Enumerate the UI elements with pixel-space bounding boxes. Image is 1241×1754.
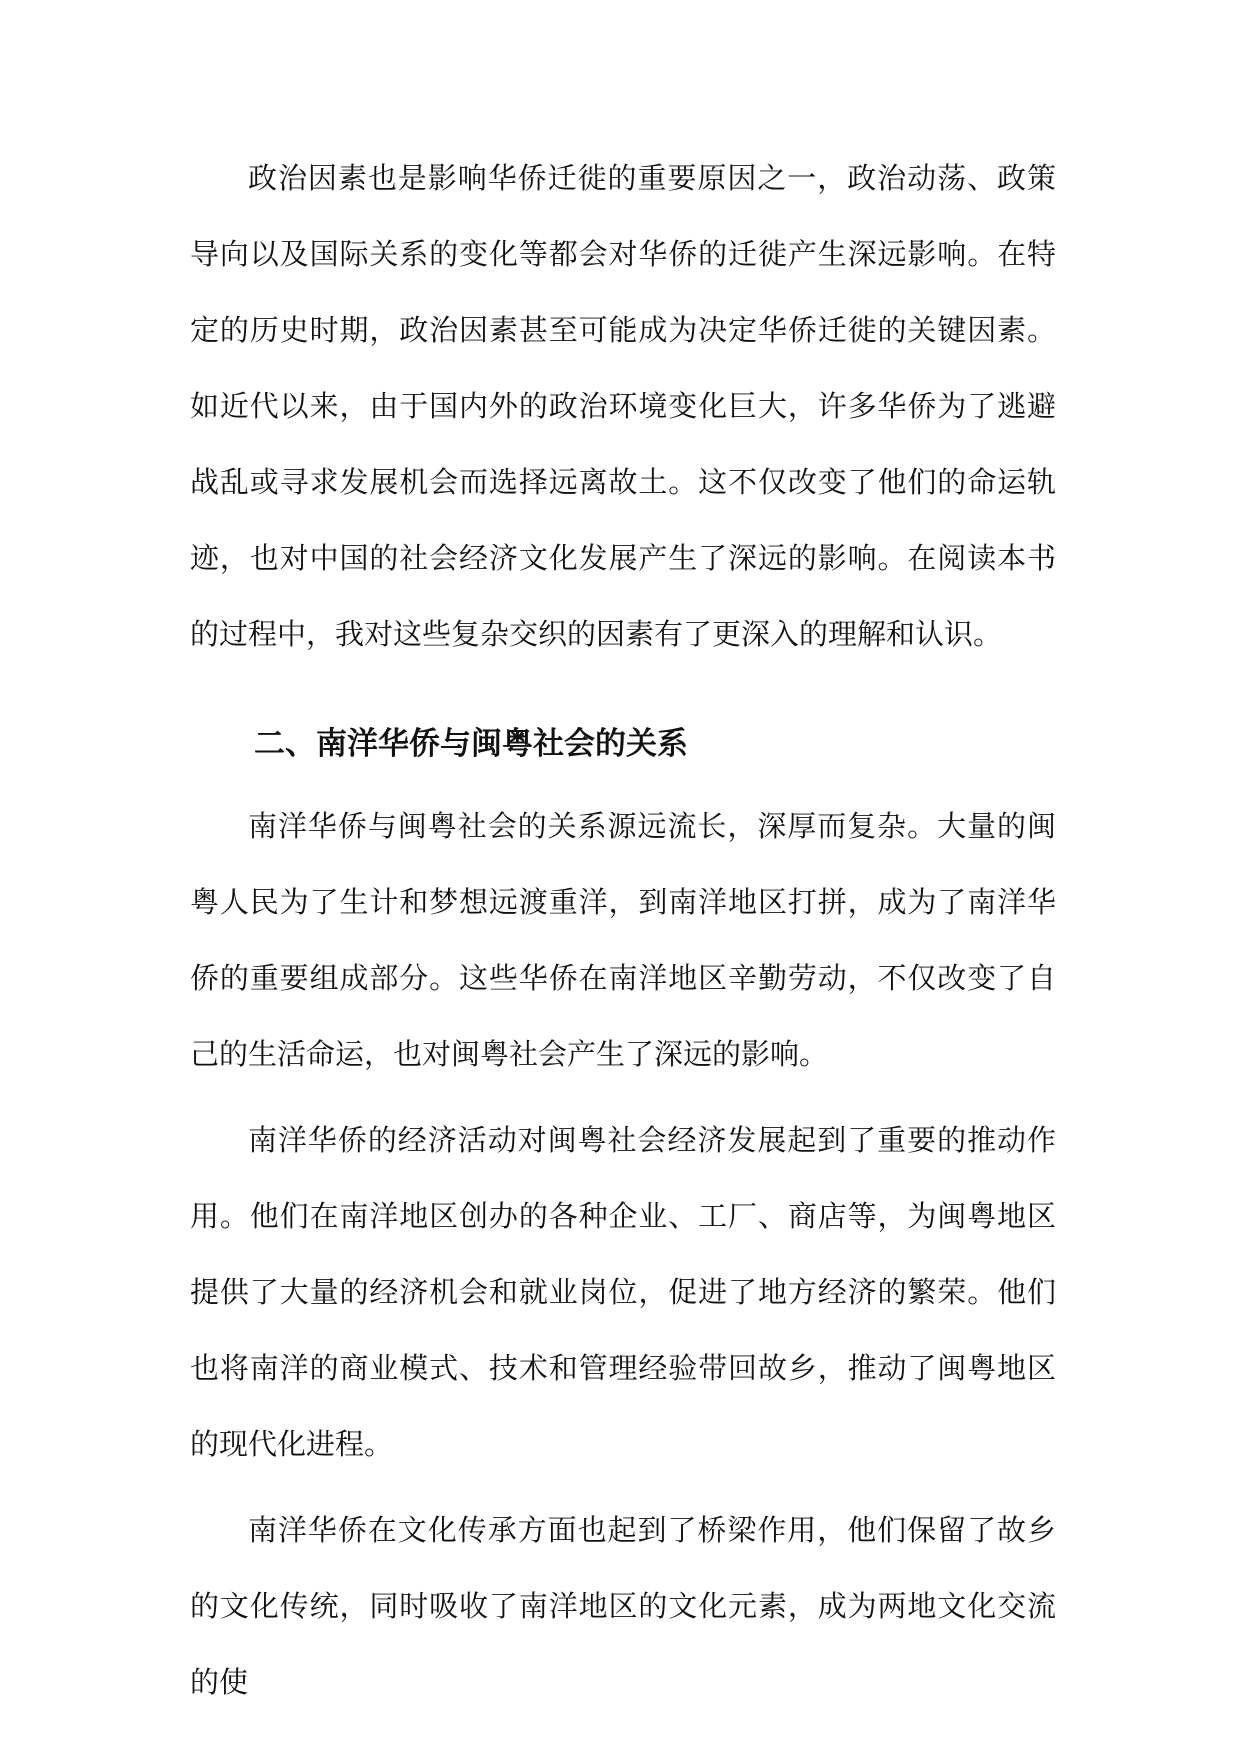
document-body [190, 140, 1056, 1720]
paragraph-relationship: 南洋华侨与闽粤社会的关系源远流长，深厚而复杂。大量的闽粤人民为了生计和梦想远渡重洋，到南洋地区打拼，成为了南洋华侨的重要组成部分。这些华侨在南洋地区辛勤劳动，不仅改变了自己的生活命运，也对闽粤社会产生了深远的影响。 [190, 809, 1056, 1071]
paragraph-economic-activity: 南洋华侨的经济活动对闽粤社会经济发展起到了重要的推动作用。他们在南洋地区创办的各种企业、工厂、商店等，为闽粤地区提供了大量的经济机会和就业岗位，促进了地方经济的繁荣。他们也将南洋的商业模式、技术和管理经验带回故乡，推动了闽粤地区的现代化进程。 [190, 1123, 1056, 1461]
paragraph-political-factors: 政治因素也是影响华侨迁徙的重要原因之一，政治动荡、政策导向以及国际关系的变化等都会对华侨的迁徙产生深远影响。在特定的历史时期，政治因素甚至可能成为决定华侨迁徙的关键因素。如近代以来，由于国内外的政治环境变化巨大，许多华侨为了逃避战乱或寻求发展机会而选择远离故土。这不仅改变了他们的命运轨迹，也对中国的社会经济文化发展产生了深远的影响。在阅读本书的过程中，我对这些复杂交织的因素有了更深入的理解和认识。 [190, 161, 1056, 651]
section-heading: 二、南洋华侨与闽粤社会的关系 [254, 726, 688, 762]
paragraph-cultural-bridge: 南洋华侨在文化传承方面也起到了桥梁作用，他们保留了故乡的文化传统，同时吸收了南洋地区的文化元素，成为两地文化交流的使 [190, 1513, 1056, 1699]
